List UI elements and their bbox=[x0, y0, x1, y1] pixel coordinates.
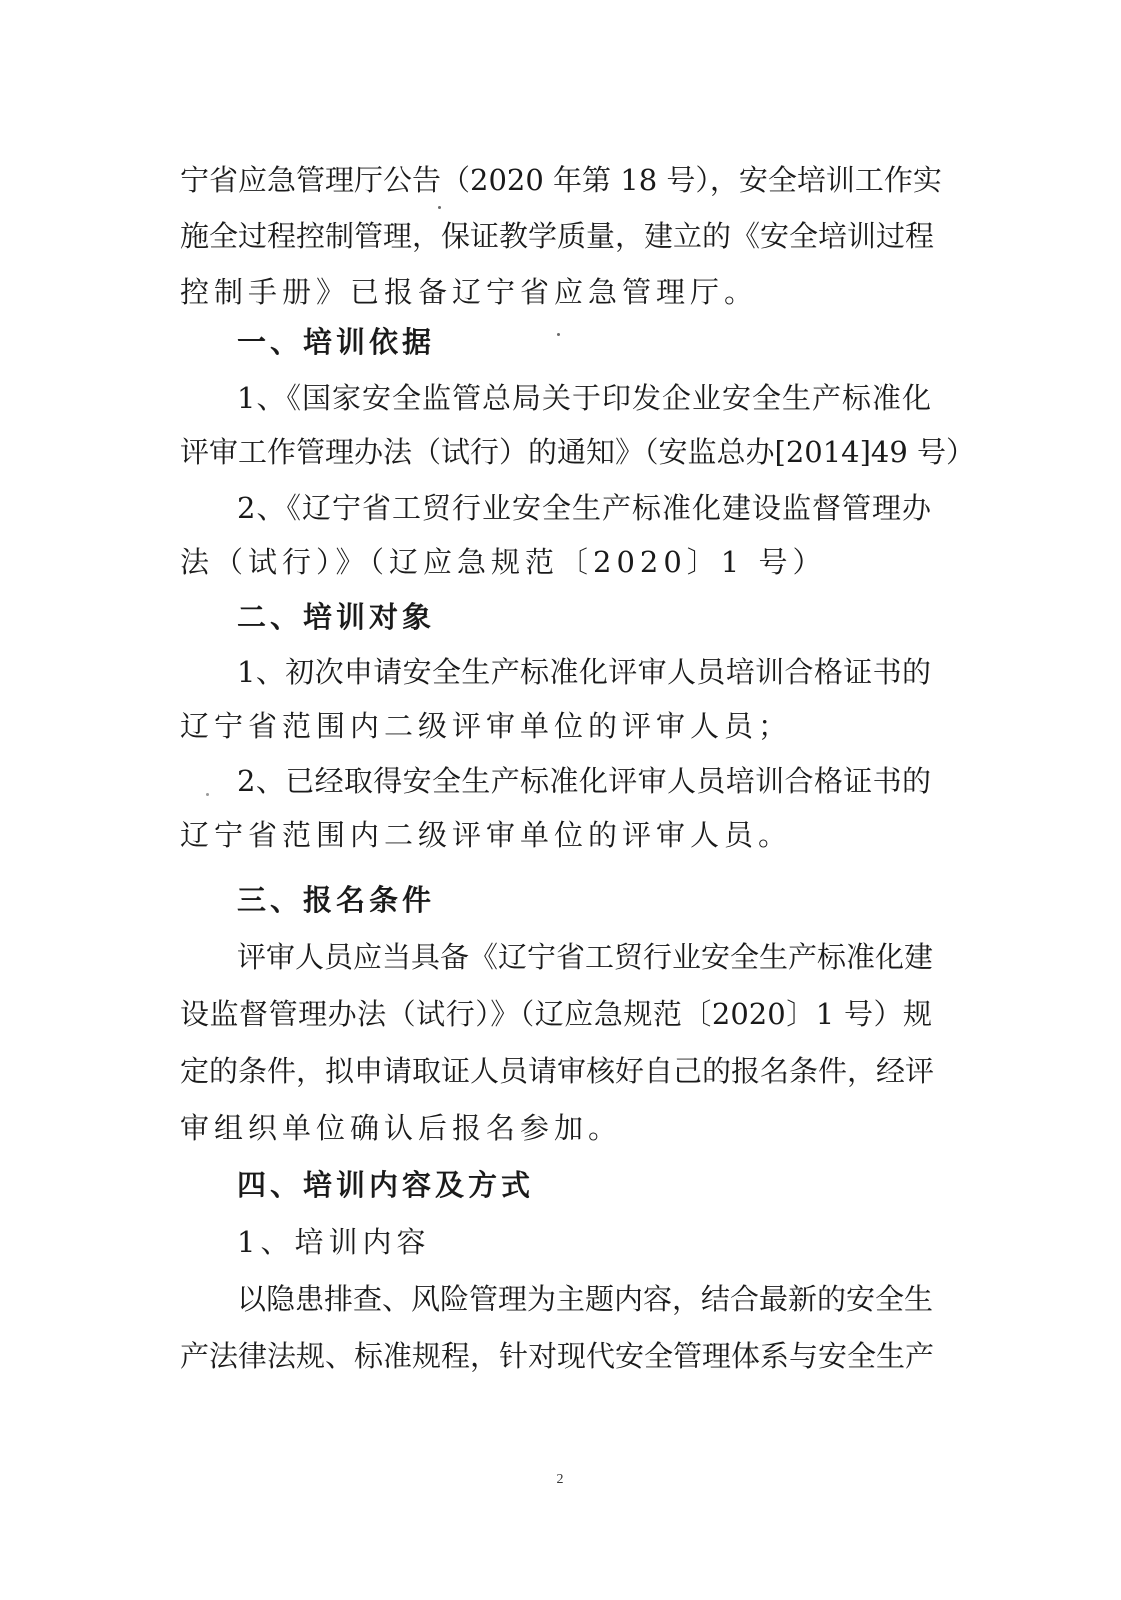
paragraph-line: 以隐患排查、风险管理为主题内容，结合最新的安全生 bbox=[237, 1282, 934, 1316]
scan-speck bbox=[557, 333, 560, 336]
list-item-line: 2、已经取得安全生产标准化评审人员培训合格证书的 bbox=[237, 764, 931, 798]
scan-speck bbox=[206, 793, 209, 796]
list-item-line: 1、《国家安全监管总局关于印发企业安全生产标准化 bbox=[237, 381, 931, 415]
section-heading-targets: 二、培训对象 bbox=[237, 600, 436, 634]
paragraph-line: 评审人员应当具备《辽宁省工贸行业安全生产标准化建 bbox=[237, 940, 934, 974]
list-item-line: 辽宁省范围内二级评审单位的评审人员； bbox=[180, 709, 793, 743]
paragraph-line: 设监督管理办法（试行）》（辽应急规范〔2020〕1 号）规 bbox=[180, 997, 932, 1031]
paragraph-line: 施全过程控制管理，保证教学质量，建立的《安全培训过程 bbox=[180, 219, 935, 253]
list-item-line: 评审工作管理办法（试行）的通知》（安监总办[2014]49 号） bbox=[180, 435, 976, 469]
paragraph-line: 审组织单位确认后报名参加。 bbox=[180, 1111, 623, 1145]
list-item-line: 1、初次申请安全生产标准化评审人员培训合格证书的 bbox=[237, 655, 931, 689]
section-heading-registration: 三、报名条件 bbox=[237, 883, 436, 917]
page-number: 2 bbox=[556, 1472, 564, 1487]
list-item-line: 2、《辽宁省工贸行业安全生产标准化建设监督管理办 bbox=[237, 491, 931, 525]
list-item-line: 法（试行）》（辽应急规范〔2020〕1 号） bbox=[180, 545, 827, 579]
subsection-heading: 1、培训内容 bbox=[237, 1225, 431, 1259]
paragraph-line: 产法律法规、标准规程，针对现代安全管理体系与安全生产 bbox=[180, 1339, 935, 1373]
scan-speck bbox=[438, 206, 441, 209]
paragraph-line: 控制手册》已报备辽宁省应急管理厅。 bbox=[180, 275, 759, 309]
paragraph-line: 宁省应急管理厅公告（2020 年第 18 号），安全培训工作实 bbox=[180, 163, 942, 197]
section-heading-content: 四、培训内容及方式 bbox=[237, 1168, 535, 1202]
section-heading-basis: 一、培训依据 bbox=[237, 325, 436, 359]
paragraph-line: 定的条件，拟申请取证人员请审核好自己的报名条件，经评 bbox=[180, 1054, 935, 1088]
list-item-line: 辽宁省范围内二级评审单位的评审人员。 bbox=[180, 818, 793, 852]
